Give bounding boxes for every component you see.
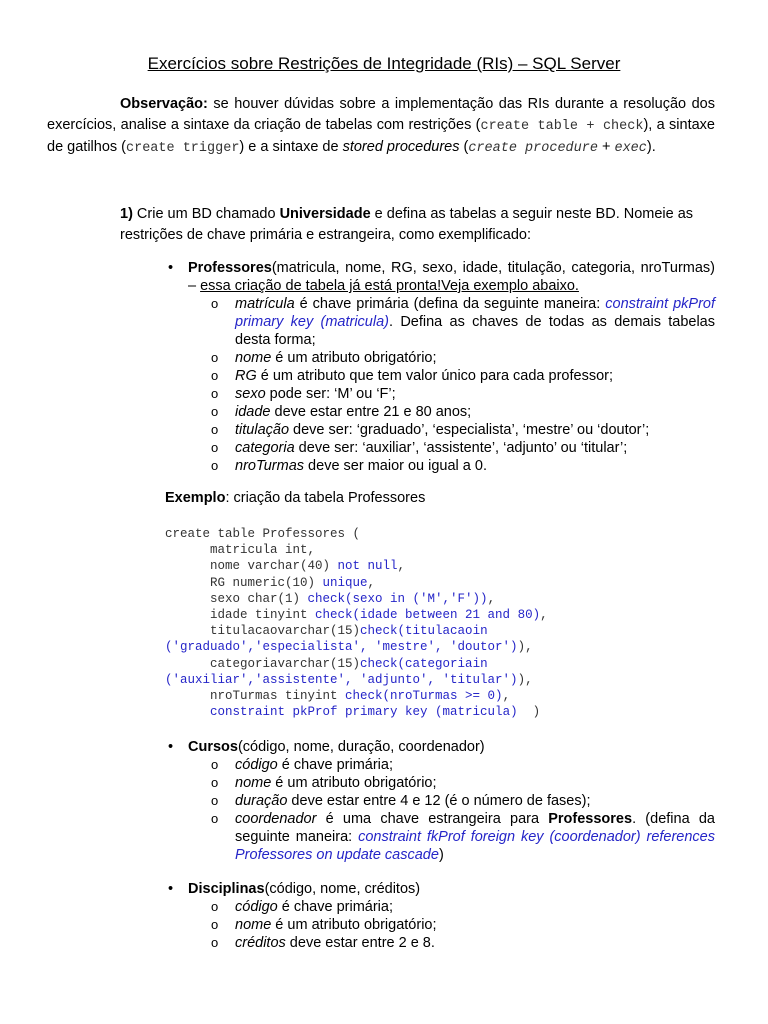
code-line: matricula int, — [165, 543, 316, 558]
example-label-line — [165, 488, 715, 509]
list-item: o RG é um atributo que tem valor único para cada professor; — [235, 367, 715, 385]
code-line: RG numeric(10) unique, — [165, 575, 376, 590]
observation-paragraph — [47, 94, 715, 160]
cursos-header — [188, 738, 715, 756]
disciplinas-constraints — [188, 898, 715, 952]
observation-text: ( — [459, 139, 469, 155]
table-name: Cursos — [188, 739, 238, 755]
list-item: o sexo pode ser: ‘M’ ou ‘F’; — [235, 385, 715, 403]
professores-header — [188, 259, 715, 295]
code-create-table: create table + check — [480, 118, 644, 134]
code-line: titulacaovarchar(15)check(titulacaoin — [210, 624, 488, 639]
cursos-section — [188, 738, 715, 864]
example-text: : criação da tabela Professores — [225, 490, 426, 506]
code-line: nroTurmas tinyint check(nroTurmas >= 0), — [165, 689, 511, 704]
code-line: nome varchar(40) not null, — [165, 559, 406, 574]
constraint-fk-example: constraint fkProf foreign key (coordenador) references Professores on update cascade — [235, 829, 715, 863]
observation-text: ), a sintaxe de gatilhos ( — [47, 116, 715, 155]
code-create-procedure: create procedure — [468, 141, 598, 156]
list-item: o código é chave primária; — [235, 756, 715, 774]
observation-text: ). — [646, 139, 656, 155]
observation-text: se houver dúvidas sobre a implementação das RIs durante a resolução dos exercícios, analise a sintaxe da criação de tabelas com restrições ( — [47, 96, 715, 133]
question-text: Crie um BD chamado — [132, 206, 280, 222]
code-line: sexo char(1) check(sexo in ('M','F')), — [165, 591, 496, 606]
table-name: Professores — [188, 260, 272, 276]
table-attrs: (código, nome, duração, coordenador) — [237, 739, 485, 755]
question-text: e defina as tabelas a seguir neste BD. Nomeie as restrições de chave primária e estrangeira, como exemplificado: — [120, 206, 694, 243]
code-line: categoriavarchar(15)check(categoriain — [210, 656, 488, 671]
list-item: o titulação deve ser: ‘graduado’, ‘especialista’, ‘mestre’ ou ‘doutor’; — [235, 421, 715, 439]
code-line: ('auxiliar','assistente', 'adjunto', 'titular')), — [165, 672, 533, 687]
page-title: Exercícios sobre Restrições de Integridade (RIs) – SQL Server — [147, 54, 621, 73]
table-name: Disciplinas — [188, 881, 265, 897]
example-label: Exemplo — [165, 490, 226, 506]
list-item: o créditos deve estar entre 2 e 8. — [235, 934, 715, 952]
code-line: ('graduado','especialista', 'mestre', 'doutor')), — [165, 640, 533, 655]
db-name: Universidade — [279, 206, 371, 222]
table-attrs: (matricula, nome, RG, sexo, idade, titulação, categoria, nroTurmas) – — [188, 260, 715, 294]
professores-section — [188, 259, 715, 475]
table-note: essa criação de tabela já está pronta!Veja exemplo abaixo. — [200, 278, 579, 294]
code-create-trigger: create trigger — [126, 141, 240, 156]
professores-constraints — [188, 295, 715, 475]
observation-text: + — [597, 139, 615, 155]
code-line: idade tinyint check(idade between 21 and 80), — [165, 608, 548, 623]
list-item: o código é chave primária; — [235, 898, 715, 916]
cursos-constraints — [188, 756, 715, 864]
code-line: create table Professores ( — [165, 527, 361, 541]
code-block — [165, 526, 715, 720]
table-attrs: (código, nome, créditos) — [264, 881, 421, 897]
list-item: o nome é um atributo obrigatório; — [235, 916, 715, 934]
list-item: o matrícula é chave primária (defina da seguinte maneira: constraint pkProf primary key (matricula). Defina as chaves de todas as demais tabelas desta forma; — [235, 295, 715, 349]
list-item: o nroTurmas deve ser maior ou igual a 0. — [235, 457, 715, 475]
constraint-pk-example: constraint pkProf primary key (matricula) — [235, 296, 715, 330]
code-exec: exec — [614, 141, 647, 156]
list-item: o nome é um atributo obrigatório; — [235, 774, 715, 792]
list-item: o coordenador é uma chave estrangeira para Professores. (defina da seguinte maneira: constraint fkProf foreign key (coordenador) references Professores on update cascade) — [235, 810, 715, 864]
list-item: o duração deve estar entre 4 e 12 (é o número de fases); — [235, 792, 715, 810]
observation-text: ) e a sintaxe de — [239, 139, 343, 155]
question-number: 1) — [120, 206, 133, 222]
stored-procedures-term: stored procedures — [342, 139, 460, 155]
list-item: o categoria deve ser: ‘auxiliar’, ‘assistente’, ‘adjunto’ ou ‘titular’; — [235, 439, 715, 457]
list-item: o nome é um atributo obrigatório; — [235, 349, 715, 367]
disciplinas-header — [188, 880, 715, 898]
question-1 — [120, 204, 715, 245]
disciplinas-section — [188, 880, 715, 952]
code-line: constraint pkProf primary key (matricula) ) — [210, 705, 541, 720]
observation-label: Observação: — [120, 96, 208, 112]
list-item: o idade deve estar entre 21 e 80 anos; — [235, 403, 715, 421]
